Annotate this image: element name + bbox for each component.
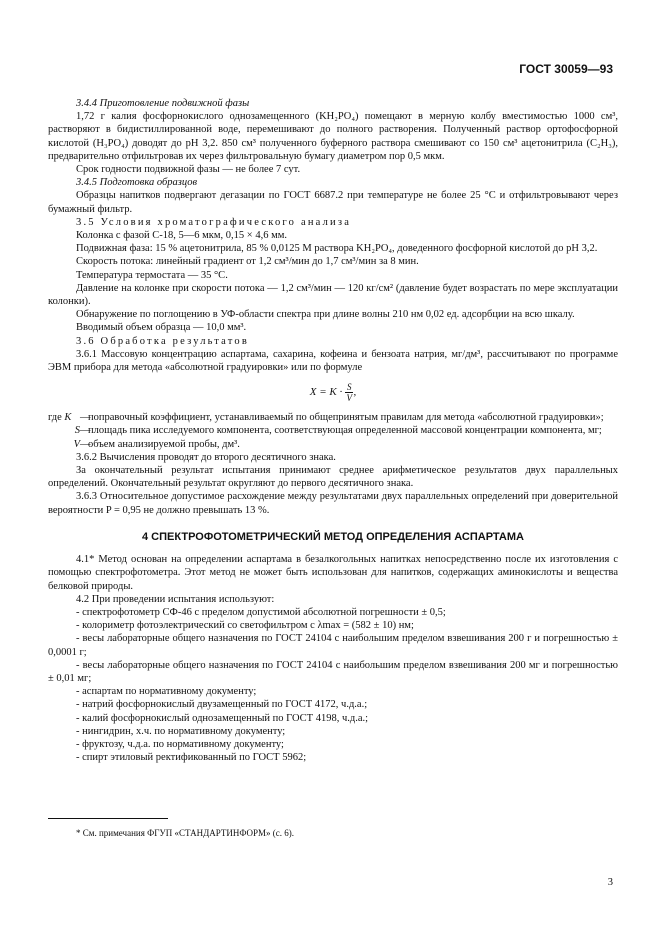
formula-lhs: X = K · [309,386,343,399]
formula-tail: , [353,386,357,399]
paragraph: 3.6.2 Вычисления проводят до второго десятичного знака. [76,451,336,463]
paragraph: Скорость потока: линейный градиент от 1,2 см³/мин до 1,7 см³/мин за 8 мин. [76,256,419,268]
formula [48,382,618,403]
definition-text: площадь пика исследуемого компонента, соответствующая определенной массовой концентрации компонента, мг; [88,425,602,437]
definition-symbol: K [64,412,72,424]
paragraph: 4.1* Метод основан на определении аспартама в безалкогольных напитках непосредственно после их изготовления с помощью спектрофотометра. Этот метод не может быть использован для напитков, содержащих аминокислоты и вещества белковой природы. [48,554,618,592]
subsection-title: 3.4.4 Приготовление подвижной фазы [76,98,250,109]
paragraph: Вводимый объем образца — 10,0 мм³. [76,322,247,334]
definition-symbol: V [73,438,80,450]
subsection-title: 3.4.5 Подготовка образцов [76,177,198,189]
paragraph: Обнаружение по поглощению в УФ-области спектра при длине волны 210 нм 0,02 ед. адсорбции на всю шкалу. [76,309,575,321]
list-item: - колориметр фотоэлектрический со светофильтром с λmax = (582 ± 10) нм; [76,620,414,632]
definition-text: объем анализируемой пробы, дм³. [88,438,240,450]
where-word: где [48,412,62,424]
paragraph: Давление на колонке при скорости потока — 1,2 см³/мин — 120 кг/см² (давление будет возрастать по мере эксплуатации колонки). [48,282,618,308]
list-item: - весы лабораторные общего назначения по ГОСТ 24104 с наибольшим пределом взвешивания 200 г и погрешностью ± 0,0001 г; [48,633,618,658]
paragraph: Срок годности подвижной фазы — не более 7 сут. [76,164,301,176]
page-number: 3 [607,877,613,888]
definition-row [48,411,618,424]
subsection-title: 3.5 Условия хроматографического анализа [76,216,352,228]
formula-numerator: S [346,382,352,393]
definition-symbol: S [74,425,80,437]
footnote: * См. примечания ФГУП «СТАНДАРТИНФОРМ» (с. 6). [76,828,295,838]
paragraph: За окончательный результат испытания принимают среднее арифметическое результатов двух параллельных определений. Окончательный результат округляют до первого десятичного знака. [48,465,618,490]
dash: — [80,412,91,424]
paragraph: 3.6.1 Массовую концентрацию аспартама, сахарина, кофеина и бензоата натрия, мг/дм³, рассчитывают по программе ЭВМ прибора для метода «абсолютной градуировки» или по формуле [48,348,618,374]
page-header: ГОСТ 30059—93 [519,62,613,76]
paragraph: Температура термостата — 35 °С. [76,269,228,281]
subsection-title: 3.6 Обработка результатов [76,335,250,347]
list-item: - фруктозу, ч.д.а. по нормативному документу; [76,738,284,750]
list-item: - весы лабораторные общего назначения по ГОСТ 24104 с наибольшим пределом взвешивания 200 мг и погрешностью ± 0,01 мг; [48,659,618,684]
list-item: - натрий фосфорнокислый двузамещенный по ГОСТ 4172, ч.д.а.; [76,699,368,711]
list-item: - спирт этиловый ректификованный по ГОСТ 5962; [76,752,307,764]
list-item: - калий фосфорнокислый однозамещенный по ГОСТ 4198, ч.д.а.; [76,712,369,724]
formula-denominator: V [346,393,352,404]
main-text [48,97,618,764]
list-item: - аспартам по нормативному документу; [76,686,257,698]
list-item: - спектрофотометр СФ-46 с пределом допустимой абсолютной погрешности ± 0,5; [76,606,446,618]
dash: — [80,438,91,450]
paragraph: Колонка с фазой C-18, 5—6 мкм, 0,15 × 4,6 мм. [76,230,287,242]
definition-row [48,424,618,437]
where-label [48,411,80,424]
paragraph: Подвижная фаза: 15 % ацетонитрила, 85 % 0,0125 М раствора KH₂PO₄, доведенного фосфорной кислотой до pH 3,2. [76,243,598,255]
definition-text: поправочный коэффициент, устанавливаемый по общепринятым правилам для метода «абсолютной градуировки»; [88,412,604,424]
footnote-divider [48,818,168,819]
section-heading: 4 СПЕКТРОФОТОМЕТРИЧЕСКИЙ МЕТОД ОПРЕДЕЛЕНИЯ АСПАРТАМА [142,530,524,543]
paragraph: 3.6.3 Относительное допустимое расхождение между результатами двух параллельных определений при доверительной вероятности P = 0,95 не должно превышать 13 %. [48,491,618,516]
dash: — [80,425,91,437]
paragraph: 4.2 При проведении испытания используют: [76,593,275,605]
paragraph: Образцы напитков подвергают дегазации по ГОСТ 6687.2 при температуре не более 25 °С и отфильтровывают через бумажный фильтр. [48,190,618,215]
list-item: - нингидрин, х.ч. по нормативному документу; [76,725,286,737]
definition-row [48,438,618,451]
paragraph: 1,72 г калия фосфорнокислого однозамещенного (KH₂PO₄) помещают в мерную колбу вместимостью 1000 см³, растворяют в бидистиллированной воде, перемешивают до полного растворения. Полученный раствор ортофосфорной кислотой (H₃PO₄) доводят до pH 3,2. 850 см³ полученного буферного раствора смешивают со 150 см³ ацетонитрила (C₂H₃), предварительно отфильтровав их через фильтровальную бумагу диаметром пор 0,5 мкм. [48,111,618,162]
